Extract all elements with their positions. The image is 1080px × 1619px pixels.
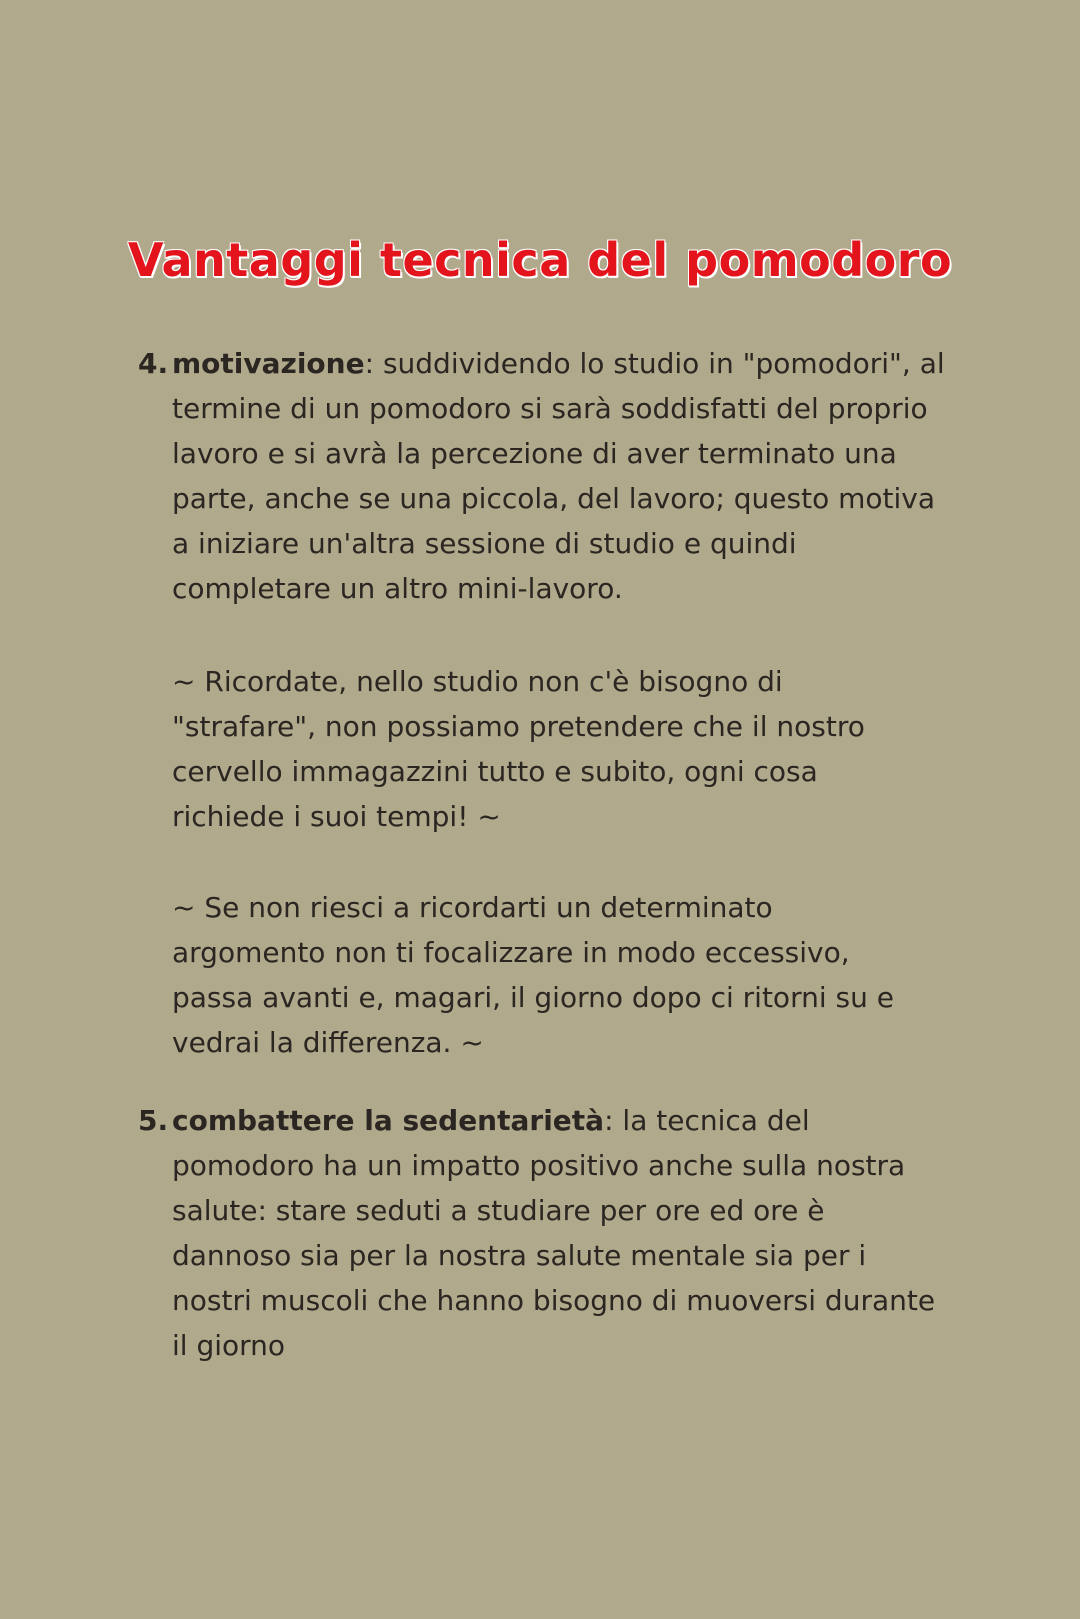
page-title: Vantaggi tecnica del pomodoro <box>127 233 953 287</box>
list-item-term: combattere la sedentarietà <box>172 1104 605 1137</box>
list-item-number: 4. <box>138 347 169 380</box>
list-item-sedentarieta <box>138 1098 952 1368</box>
list-item-number: 5. <box>138 1104 169 1137</box>
list-item-text: : la tecnica del pomodoro ha un impatto positivo anche sulla nostra salute: stare seduti a studiare per ore ed ore è dannoso sia per la nostra salute mentale sia per i nostri muscoli che hanno bisogno di muoversi durante il giorno <box>172 1104 936 1362</box>
note-argomento: ~ Se non riesci a ricordarti un determinato argomento non ti focalizzare in modo eccessivo, passa avanti e, magari, il giorno dopo ci ritorni su e vedrai la differenza. ~ <box>172 891 894 1059</box>
note-ricordate: ~ Ricordate, nello studio non c'è bisogno di "strafare", non possiamo pretendere che il nostro cervello immagazzini tutto e subito, ogni cosa richiede i suoi tempi! ~ <box>172 665 865 833</box>
list-item-motivazione <box>138 341 952 611</box>
list-item-term: motivazione <box>172 347 365 380</box>
list-item-text: : suddividendo lo studio in "pomodori", al termine di un pomodoro si sarà soddisfatti del proprio lavoro e si avrà la percezione di aver terminato una parte, anche se una piccola, del lavoro; questo motiva a iniziare un'altra sessione di studio e quindi completare un altro mini-lavoro. <box>172 347 945 605</box>
